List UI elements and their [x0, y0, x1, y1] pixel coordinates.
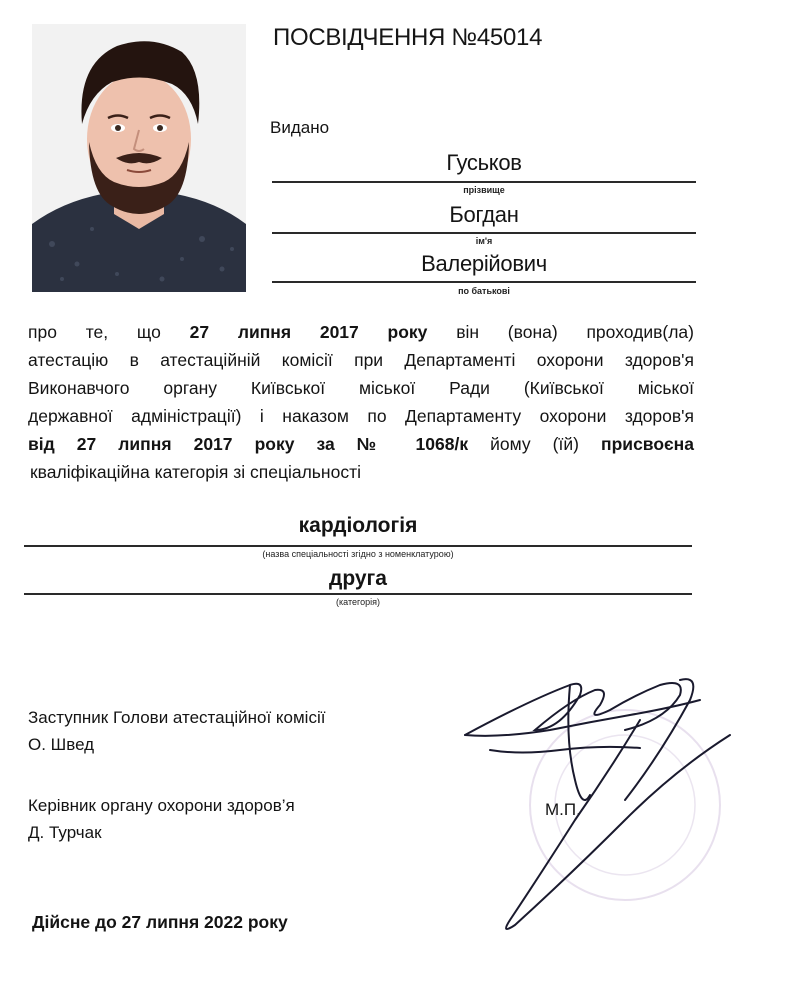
- paragraph-line: атестацію в атестаційній комісії при Департаменті охорони здоров'я: [28, 350, 694, 370]
- paragraph-line: [28, 430, 694, 458]
- attestation-date: 27 липня 2017 року: [189, 322, 428, 342]
- specialty-caption: (назва спеціальності згідно з номенклатурою): [262, 549, 454, 559]
- specialty-line: [24, 545, 692, 547]
- head-signatory: [28, 792, 295, 846]
- text-fragment: йому (їй): [490, 434, 579, 454]
- deputy-name: О. Швед: [28, 735, 95, 754]
- assigned-word: присвоєна: [601, 434, 694, 454]
- deputy-title: Заступник Голови атестаційної комісії: [28, 708, 326, 727]
- order-reference: від 27 липня 2017 року за № 1068/к: [28, 434, 469, 454]
- specialty-value: кардіологія: [298, 514, 418, 537]
- issued-label: Видано: [270, 118, 330, 137]
- head-title: Керівник органу охорони здоров’я: [28, 796, 295, 815]
- surname-caption: прізвище: [463, 185, 505, 195]
- surname-line: [272, 181, 696, 183]
- first-name-value: Богдан: [449, 202, 519, 227]
- portrait-photo: [32, 24, 246, 292]
- first-name-line: [272, 232, 696, 234]
- head-name: Д. Турчак: [28, 823, 102, 842]
- category-caption: (категорія): [336, 597, 380, 607]
- patronymic-caption: по батькові: [458, 286, 510, 296]
- certificate-title: ПОСВІДЧЕННЯ №45014: [273, 24, 543, 51]
- paragraph-line: Виконавчого органу Київської міської Ради (Київської міської: [28, 378, 694, 398]
- surname-value: Гуськов: [446, 150, 522, 175]
- validity-date: Дійсне до 27 липня 2022 року: [32, 912, 288, 932]
- paragraph-line: [28, 318, 694, 346]
- patronymic-value: Валерійович: [421, 251, 547, 276]
- first-name-caption: ім'я: [475, 236, 493, 246]
- paragraph-line: державної адміністрації) і наказом по Департаменту охорони здоров'я: [28, 406, 694, 426]
- category-line: [24, 593, 692, 595]
- handwritten-signatures: [410, 660, 770, 960]
- text-fragment: він (вона) проходив(ла): [456, 322, 694, 342]
- deputy-signatory: [28, 704, 325, 758]
- patronymic-line: [272, 281, 696, 283]
- text-fragment: про те, що: [28, 322, 161, 342]
- paragraph-line: кваліфікаційна категорія зі спеціальності: [30, 462, 361, 482]
- attestation-paragraph: [28, 318, 694, 486]
- category-value: друга: [329, 567, 387, 590]
- stamp-label: М.П.: [545, 800, 581, 819]
